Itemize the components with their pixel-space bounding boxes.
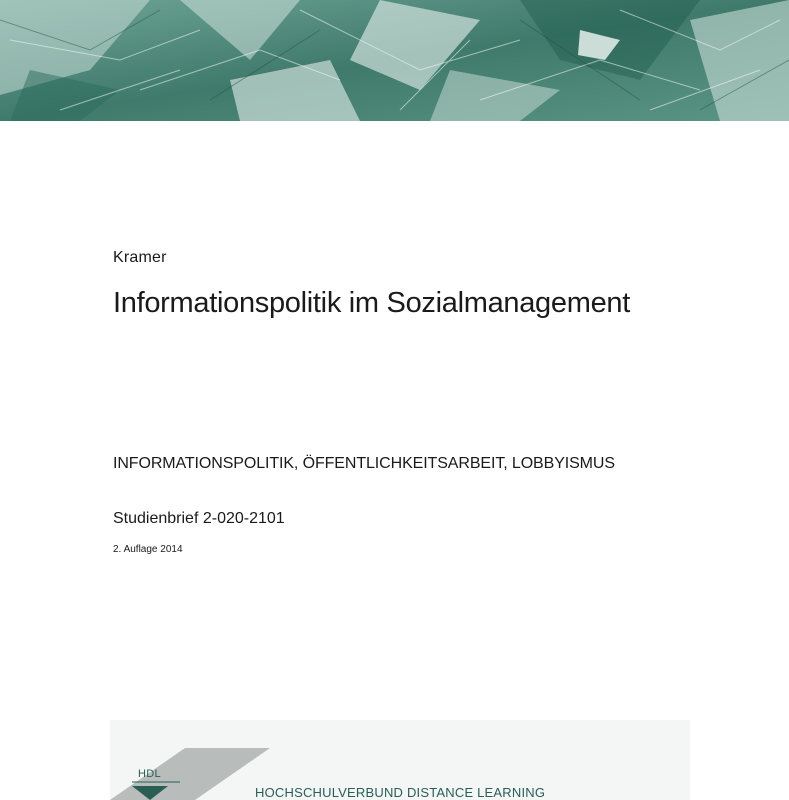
document-subtitle: INFORMATIONSPOLITIK, ÖFFENTLICHKEITSARBEIT, LOBBYISMUS [113,455,615,472]
textured-photo-graphic [0,0,789,121]
course-code: Studienbrief 2-020-2101 [113,510,285,527]
edition-info: 2. Auflage 2014 [113,544,183,555]
hdl-logo [110,720,690,800]
header-image-band [0,0,789,121]
document-title: Informationspolitik im Sozialmanagement [113,287,630,319]
author-name: Kramer [113,249,167,266]
logo-abbreviation: HDL [138,768,161,780]
organization-name: HOCHSCHULVERBUND DISTANCE LEARNING [255,785,546,800]
